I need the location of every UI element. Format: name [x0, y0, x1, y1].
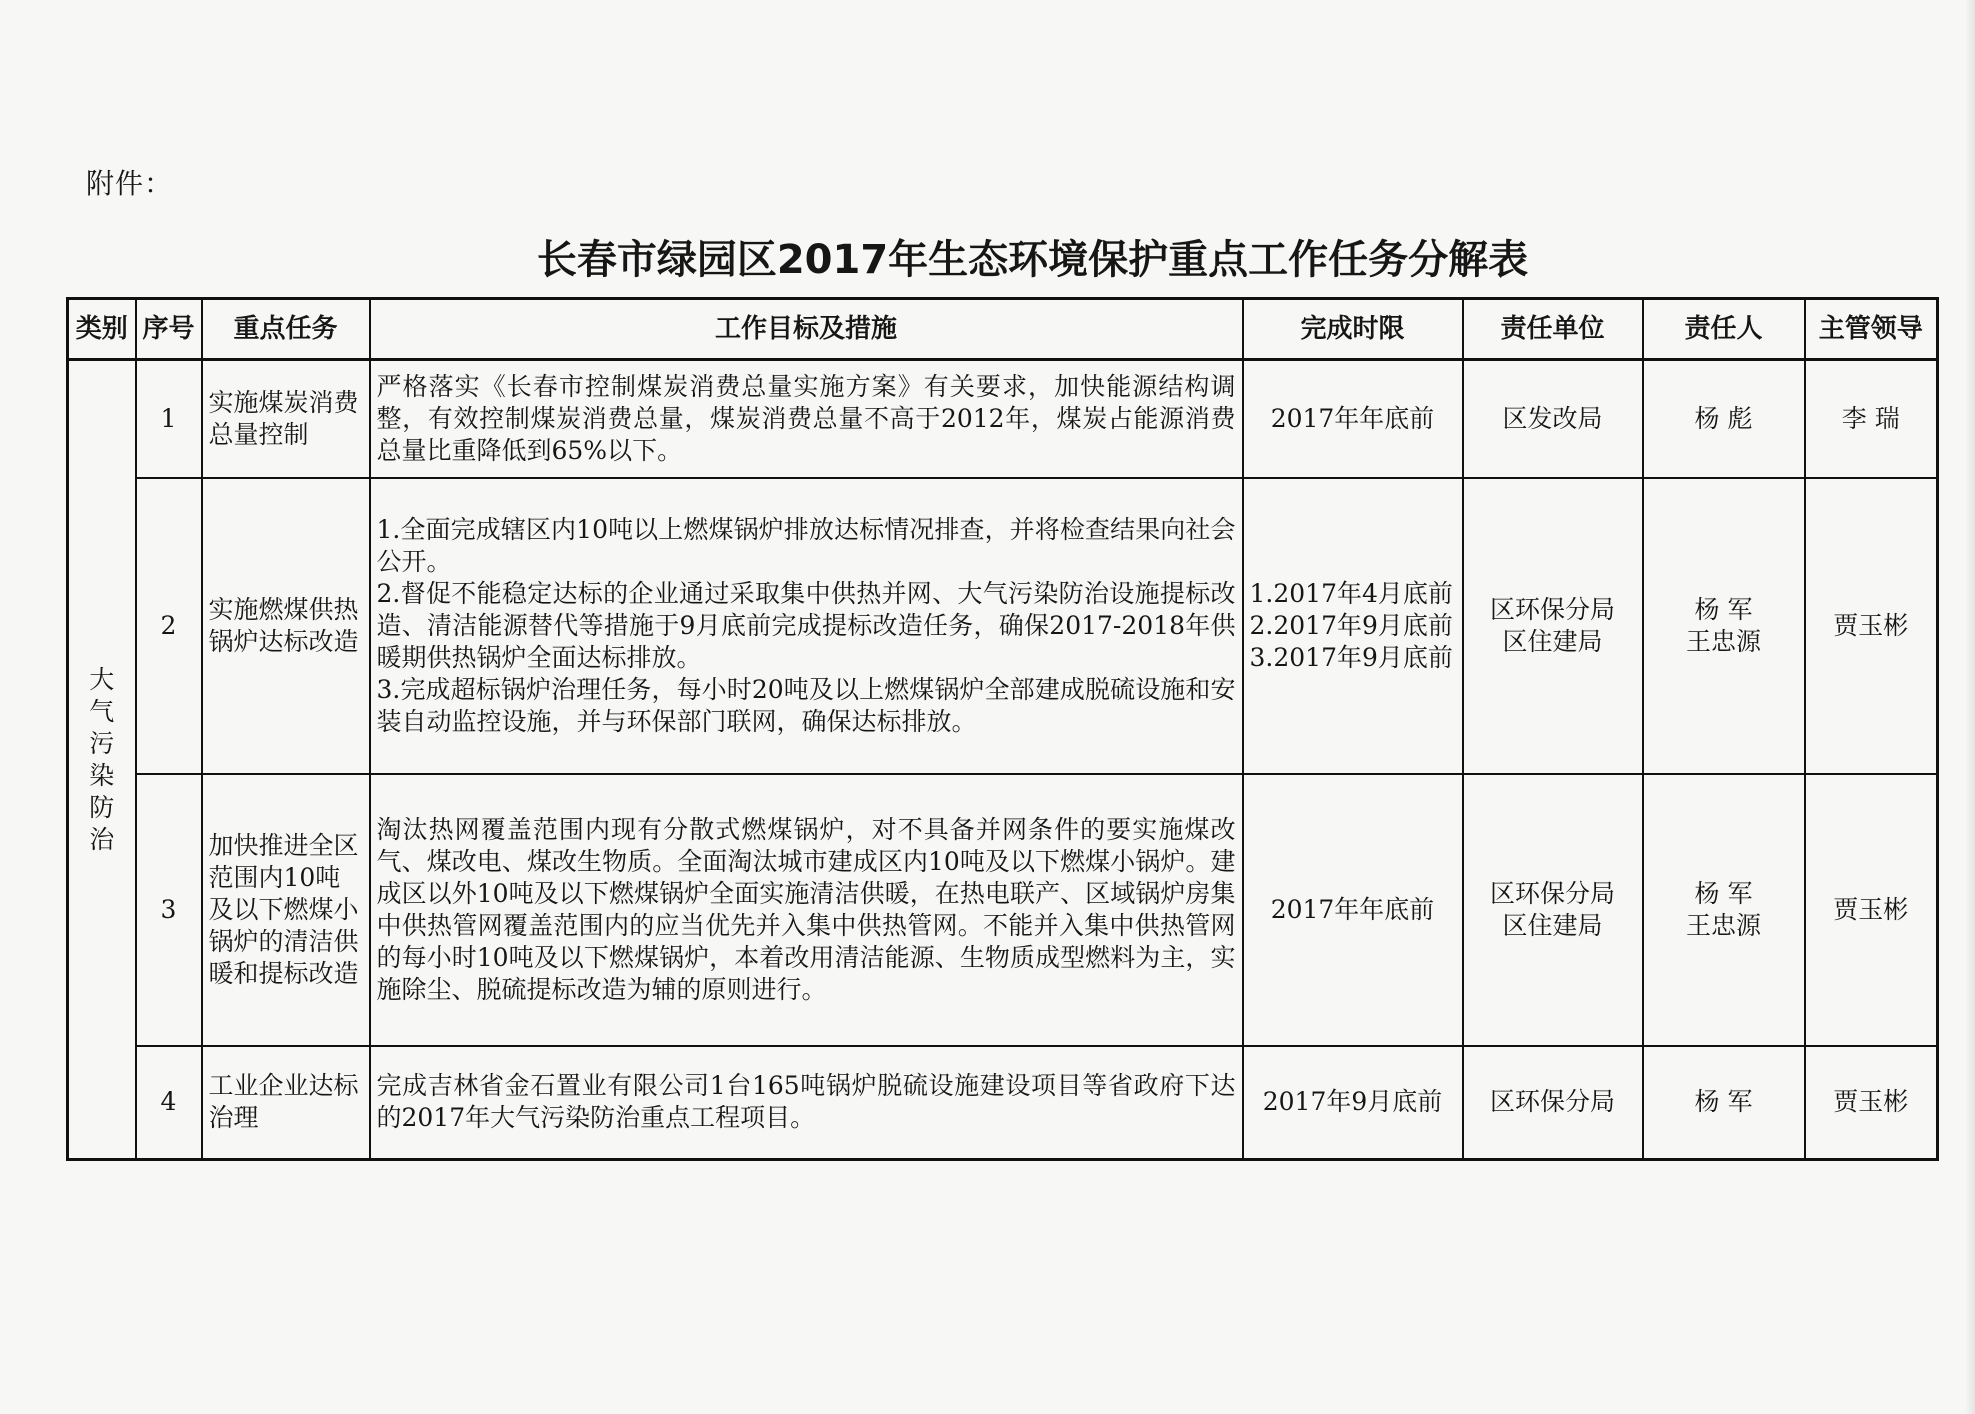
person-text: 杨 军	[1694, 594, 1753, 624]
deadline-text: 3.2017年9月底前	[1249, 642, 1453, 672]
header-task: 重点任务	[202, 299, 370, 360]
row-number: 3	[136, 774, 202, 1046]
task-name: 实施煤炭消费总量控制	[202, 360, 370, 478]
measures-cell	[370, 360, 1243, 478]
table-row	[68, 774, 1938, 1046]
measure-text: 严格落实《长春市控制煤炭消费总量实施方案》有关要求，加快能源结构调整，有效控制煤炭消费总量，煤炭消费总量不高于2012年，煤炭占能源消费总量比重降低到65%以下。	[376, 371, 1236, 465]
category-cell	[68, 360, 136, 1160]
person-text: 杨 彪	[1694, 403, 1753, 433]
deadline-text: 2.2017年9月底前	[1249, 610, 1453, 640]
person-cell	[1643, 360, 1805, 478]
unit-text: 区住建局	[1502, 910, 1603, 940]
measures-cell	[370, 774, 1243, 1046]
person-text: 王忠源	[1685, 626, 1761, 656]
attachment-label: 附件：	[86, 167, 174, 200]
header-category: 类别	[68, 299, 136, 360]
leader-cell: 贾玉彬	[1805, 1046, 1938, 1160]
deadline-cell	[1243, 1046, 1463, 1160]
person-cell	[1643, 1046, 1805, 1160]
person-text: 杨 军	[1694, 1087, 1753, 1117]
row-number: 2	[136, 478, 202, 774]
leader-cell: 贾玉彬	[1805, 478, 1938, 774]
leader-cell: 李 瑞	[1805, 360, 1938, 478]
row-number: 4	[136, 1046, 202, 1160]
deadline-text: 2017年年底前	[1270, 403, 1435, 433]
header-measures: 工作目标及措施	[370, 299, 1243, 360]
deadline-cell	[1243, 774, 1463, 1046]
unit-text: 区环保分局	[1489, 1087, 1615, 1117]
category-label: 大气污染防治	[89, 664, 115, 854]
measure-text: 2.督促不能稳定达标的企业通过采取集中供热并网、大气污染防治设施提标改造、清洁能源替代等措施于9月底前完成提标改造任务，确保2017-2018年供暖期供热锅炉全面达标排放。	[376, 578, 1236, 672]
table-row	[68, 478, 1938, 774]
header-deadline: 完成时限	[1243, 299, 1463, 360]
header-no: 序号	[136, 299, 202, 360]
measures-cell	[370, 478, 1243, 774]
deadline-text: 2017年9月底前	[1262, 1087, 1443, 1117]
deadline-text: 1.2017年4月底前	[1249, 578, 1453, 608]
person-text: 杨 军	[1694, 878, 1753, 908]
measure-text: 完成吉林省金石置业有限公司1台165吨锅炉脱硫设施建设项目等省政府下达的2017年大气污染防治重点工程项目。	[376, 1071, 1236, 1133]
unit-text: 区住建局	[1502, 626, 1603, 656]
header-row	[68, 299, 1938, 360]
page-title: 长春市绿园区2017年生态环境保护重点工作任务分解表	[536, 237, 1529, 283]
deadline-cell	[1243, 478, 1463, 774]
task-name: 实施燃煤供热锅炉达标改造	[202, 478, 370, 774]
scan-shadow	[1965, 0, 1975, 1414]
unit-cell	[1463, 1046, 1643, 1160]
header-unit: 责任单位	[1463, 299, 1643, 360]
unit-text: 区环保分局	[1489, 878, 1615, 908]
unit-text: 区发改局	[1502, 403, 1603, 433]
task-name: 工业企业达标治理	[202, 1046, 370, 1160]
unit-cell	[1463, 774, 1643, 1046]
measure-text: 3.完成超标锅炉治理任务，每小时20吨及以上燃煤锅炉全部建成脱硫设施和安装自动监控设施，并与环保部门联网，确保达标排放。	[376, 674, 1236, 736]
leader-cell: 贾玉彬	[1805, 774, 1938, 1046]
person-cell	[1643, 774, 1805, 1046]
task-name: 加快推进全区范围内10吨及以下燃煤小锅炉的清洁供暖和提标改造	[202, 774, 370, 1046]
deadline-cell	[1243, 360, 1463, 478]
measures-cell	[370, 1046, 1243, 1160]
table-row	[68, 360, 1938, 478]
measure-text: 淘汰热网覆盖范围内现有分散式燃煤锅炉，对不具备并网条件的要实施煤改气、煤改电、煤改生物质。全面淘汰城市建成区内10吨及以下燃煤小锅炉。建成区以外10吨及以下燃煤锅炉全面实施清洁供暖，在热电联产、区域锅炉房集中供热管网覆盖范围内的应当优先并入集中供热管网。不能并入集中供热管网的每小时10吨及以下燃煤锅炉，本着改用清洁能源、生物质成型燃料为主，实施除尘、脱硫提标改造为辅的原则进行。	[376, 814, 1236, 1004]
person-cell	[1643, 478, 1805, 774]
measure-text: 1.全面完成辖区内10吨以上燃煤锅炉排放达标情况排查，并将检查结果向社会公开。	[376, 514, 1236, 576]
row-number: 1	[136, 360, 202, 478]
table-row	[68, 1046, 1938, 1160]
deadline-text: 2017年年底前	[1270, 894, 1435, 924]
task-table	[66, 297, 1939, 1161]
unit-cell	[1463, 478, 1643, 774]
unit-text: 区环保分局	[1489, 594, 1615, 624]
header-person: 责任人	[1643, 299, 1805, 360]
unit-cell	[1463, 360, 1643, 478]
person-text: 王忠源	[1685, 910, 1761, 940]
header-leader: 主管领导	[1805, 299, 1938, 360]
